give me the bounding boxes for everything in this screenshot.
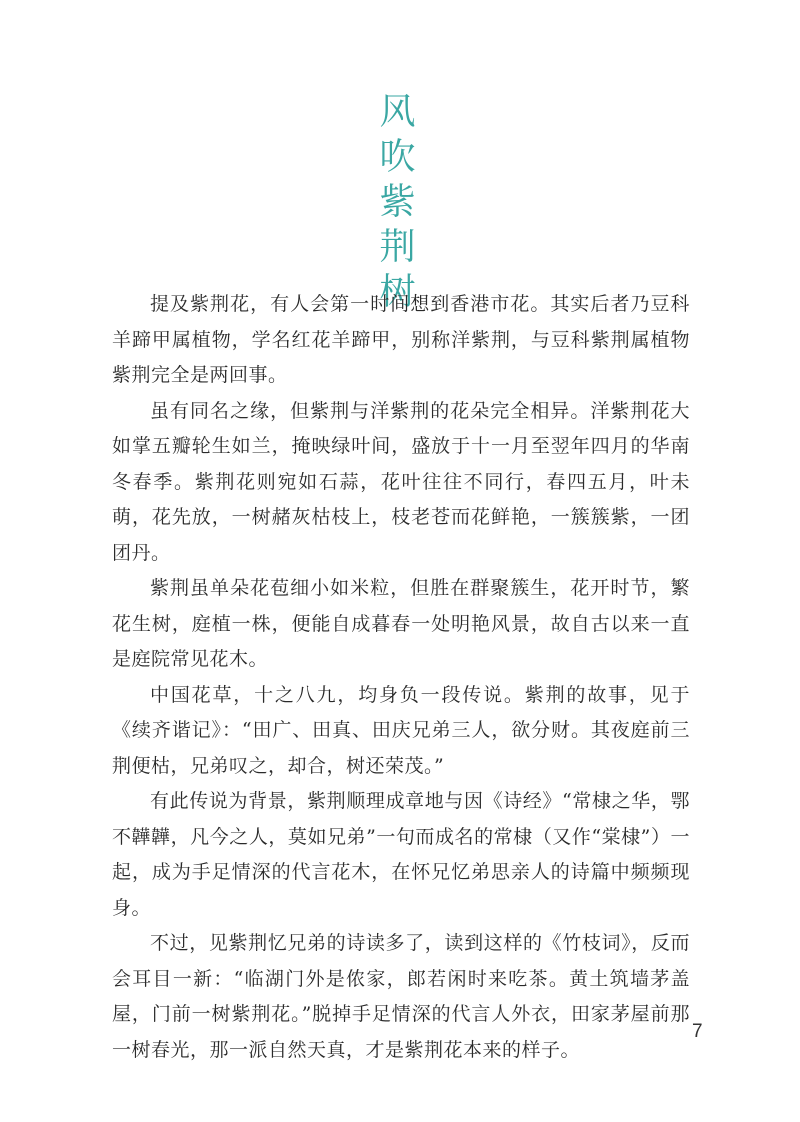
paragraph: 虽有同名之缘，但紫荆与洋紫荆的花朵完全相异。洋紫荆花大如掌五瓣轮生如兰，掩映绿叶间，盛放于十一月至翌年四月的华南冬春季。紫荆花则宛如石蒜，花叶往往不同行，春四五月，叶未萌，花先放，一树赭灰枯枝上，枝老苍而花鲜艳，一簇簇紫，一团团丹。 [112, 399, 690, 564]
paragraph: 中国花草，十之八九，均身负一段传说。紫荆的故事，见于《续齐谐记》：“田广、田真、田庆兄弟三人，欲分财。其夜庭前三荆便枯，兄弟叹之，却合，树还荣茂。” [112, 683, 690, 777]
article-title: 风吹紫荆树 [374, 92, 415, 317]
paragraph: 提及紫荆花，有人会第一时间想到香港市花。其实后者乃豆科羊蹄甲属植物，学名红花羊蹄甲，别称洋紫荆，与豆科紫荆属植物紫荆完全是两回事。 [112, 293, 690, 386]
article-body [112, 287, 690, 1068]
paragraph: 有此传说为背景，紫荆顺理成章地与因《诗经》“常棣之华，鄂不韡韡，凡今之人，莫如兄弟”一句而成名的常棣（又作“棠棣”）一起，成为手足情深的代言花木，在怀兄忆弟思亲人的诗篇中频频现身。 [112, 790, 690, 919]
page-number: 7 [692, 1021, 703, 1042]
paragraph: 不过，见紫荆忆兄弟的诗读多了，读到这样的《竹枝词》，反而会耳目一新：“临湖门外是侬家，郎若闲时来吃茶。黄土筑墙茅盖屋，门前一树紫荆花。”脱掉手足情深的代言人外衣，田家茅屋前那一树春光，那一派自然天真，才是紫荆花本来的样子。 [112, 932, 690, 1061]
paragraph: 紫荆虽单朵花苞细小如米粒，但胜在群聚簇生，花开时节，繁花生树，庭植一株，便能自成暮春一处明艳风景，故自古以来一直是庭院常见花木。 [112, 577, 690, 670]
